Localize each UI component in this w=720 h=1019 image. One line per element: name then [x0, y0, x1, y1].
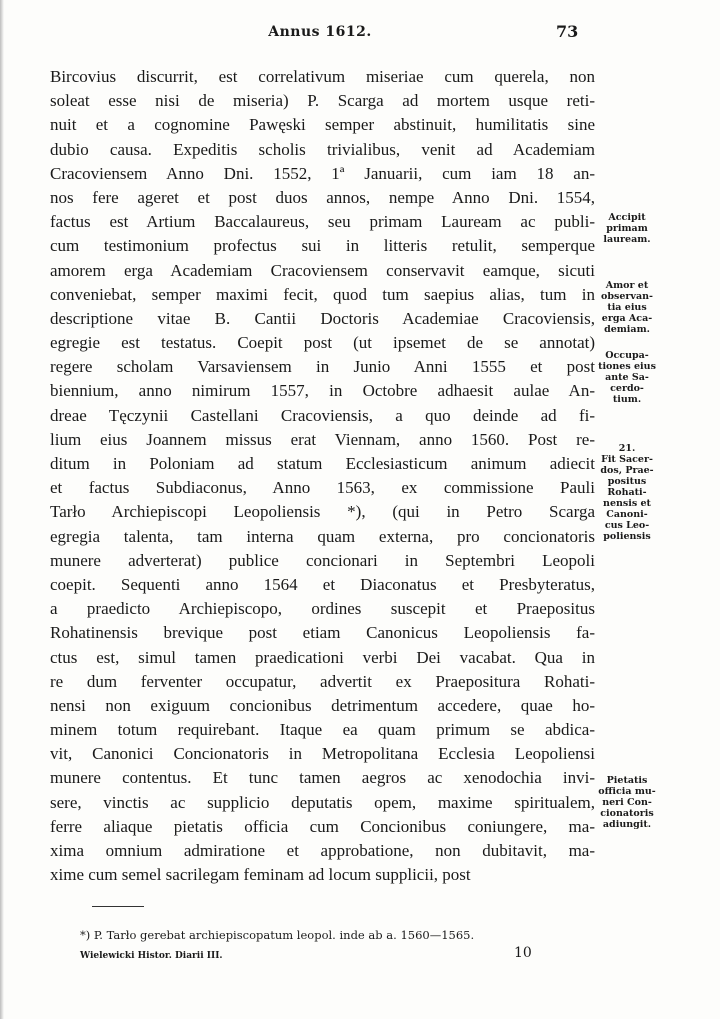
margin-note-line: nensis et: [603, 498, 651, 509]
text-line: egregia talenta, tam interna quam externa, pro concionatoris: [50, 526, 595, 546]
margin-note-line: Rohati-: [607, 487, 647, 498]
text-line: xime cum semel sacrilegam feminam ad locum supplicii, post: [50, 865, 471, 885]
margin-note-pietatis: [594, 775, 660, 830]
margin-note-line: cionatoris: [600, 808, 654, 819]
text-line: a praedicto Archiepiscopo, ordines suscepit et Praepositus: [50, 599, 595, 619]
margin-note-line: cus Leo-: [604, 520, 650, 531]
text-line: Bircovius discurrit, est correlativum miseriae cum querela, non: [50, 67, 595, 86]
text-line: nuit et a cognomine Pawęski semper abstinuit, humilitatis sine: [50, 115, 595, 135]
margin-note-line: lauream.: [603, 234, 651, 245]
text-line: conveniebat, semper maximi fecit, quod tum saepius alias, tum in: [50, 284, 595, 304]
margin-note-sacerdos: [594, 443, 660, 542]
margin-note-line: tium.: [612, 394, 642, 405]
text-line: amorem erga Academiam Cracoviensem conservavit eamque, sicuti: [50, 260, 595, 280]
text-line: coepit. Sequenti anno 1564 et Diaconatus et Presbyteratus,: [50, 574, 595, 594]
margin-note-line: Pietatis: [606, 775, 648, 786]
text-line: dubio causa. Expeditis scholis trivialibus, venit ad Academiam: [50, 139, 595, 159]
margin-note-line: ante Sa-: [605, 372, 649, 383]
margin-note-line: 21.: [618, 443, 636, 454]
margin-note-line: officia mu-: [598, 786, 656, 797]
margin-note-line: Canoni-: [606, 509, 648, 520]
text-line: xima omnium admiratione et approbatione, non dubitavit, ma-: [50, 841, 595, 860]
text-line: minem totum requirebant. Itaque ea quam primum se abdica-: [50, 720, 595, 740]
margin-note-line: erga Aca-: [601, 313, 653, 324]
margin-note-amor: [594, 280, 660, 335]
margin-note-line: neri Con-: [602, 797, 652, 808]
sheet-number: 10: [514, 945, 532, 961]
signature-mark: Wielewicki Histor. Diarii III.: [80, 951, 223, 961]
text-line: et factus Subdiaconus, Anno 1563, ex commissione Pauli: [50, 478, 595, 498]
margin-note-line: tia eius: [607, 302, 647, 313]
text-line: egregie est testatus. Coepit post (ut ipsemet de se annotat): [50, 333, 595, 353]
text-line: Rohatinensis brevique post etiam Canonicus Leopoliensis fa-: [50, 623, 595, 643]
text-line: ditum in Poloniam ad statum Ecclesiasticum animum adiecit: [50, 454, 595, 473]
body-text: [50, 65, 595, 887]
margin-note-accipit: [594, 212, 660, 245]
margin-note-line: dos, Prae-: [600, 465, 654, 476]
text-line: dreae Tęczynii Castellani Cracoviensis, a quo deinde ad fi-: [50, 405, 595, 425]
text-line: nensi non exiguum concionibus detrimentum accedere, quae ho-: [50, 695, 595, 715]
page-edge-shadow: [0, 0, 4, 1019]
text-line: lium eius Joannem missus erat Viennam, anno 1560. Post re-: [50, 429, 595, 449]
margin-note-line: poliensis: [603, 531, 651, 542]
margin-note-line: primam: [606, 223, 648, 234]
margin-note-line: observan-: [601, 291, 653, 302]
text-line: ferre aliaque pietatis officia cum Concionibus coniungere, ma-: [50, 816, 595, 836]
text-line: descriptione vitae B. Cantii Doctoris Academiae Cracoviensis,: [50, 308, 595, 328]
margin-note-occupationes: [594, 350, 660, 405]
text-line: biennium, anno nimirum 1557, in Octobre adhaesit aulae An-: [50, 381, 595, 401]
text-line: cum testimonium profectus sui in litteris retulit, semperque: [50, 236, 595, 256]
text-line: soleat esse nisi de miseria) P. Scarga ad mortem usque reti-: [50, 91, 595, 111]
running-header: Annus 1612.: [268, 24, 372, 40]
text-line: munere adverterat) publice concionari in Septembri Leopoli: [50, 550, 595, 570]
margin-note-line: tiones eius: [598, 361, 656, 372]
margin-note-line: adiungit.: [602, 819, 652, 830]
margin-note-line: Accipit: [608, 212, 646, 223]
margin-note-line: positus: [607, 476, 647, 487]
text-line: sere, vinctis ac supplicio deputatis opem, maxime spiritualem,: [50, 792, 595, 812]
text-line: nos fere ageret et post duos annos, nempe Anno Dni. 1554,: [50, 187, 595, 207]
text-line: munere contentus. Et tunc tamen aegros ac xenodochia invi-: [50, 768, 595, 788]
margin-note-line: Amor et: [605, 280, 649, 291]
text-line: re dum ferventer occupatur, advertit ex Praepositura Rohati-: [50, 671, 595, 691]
text-line: Cracoviensem Anno Dni. 1552, 1ª Januarii, cum iam 18 an-: [50, 163, 595, 183]
text-line: vit, Canonici Concionatoris in Metropolitana Ecclesia Leopoliensi: [50, 744, 595, 764]
text-line: regere scholam Varsaviensem in Junio Anni 1555 et post: [50, 357, 595, 377]
text-line: factus est Artium Baccalaureus, seu primam Lauream ac publi-: [50, 212, 595, 232]
margin-note-line: demiam.: [604, 324, 650, 335]
margin-note-line: Fit Sacer-: [601, 454, 653, 465]
page-number: 73: [556, 22, 579, 41]
margin-note-line: Occupa-: [605, 350, 649, 361]
footnote: *) P. Tarło gerebat archiepiscopatum leopol. inde ab a. 1560—1565.: [80, 928, 475, 942]
text-line: Tarło Archiepiscopi Leopoliensis *), (qui in Petro Scarga: [50, 502, 595, 522]
margin-note-line: cerdo-: [610, 383, 644, 394]
text-line: ctus est, simul tamen praedicationi verbi Dei vacabat. Qua in: [50, 647, 595, 667]
footnote-rule: [92, 906, 144, 907]
